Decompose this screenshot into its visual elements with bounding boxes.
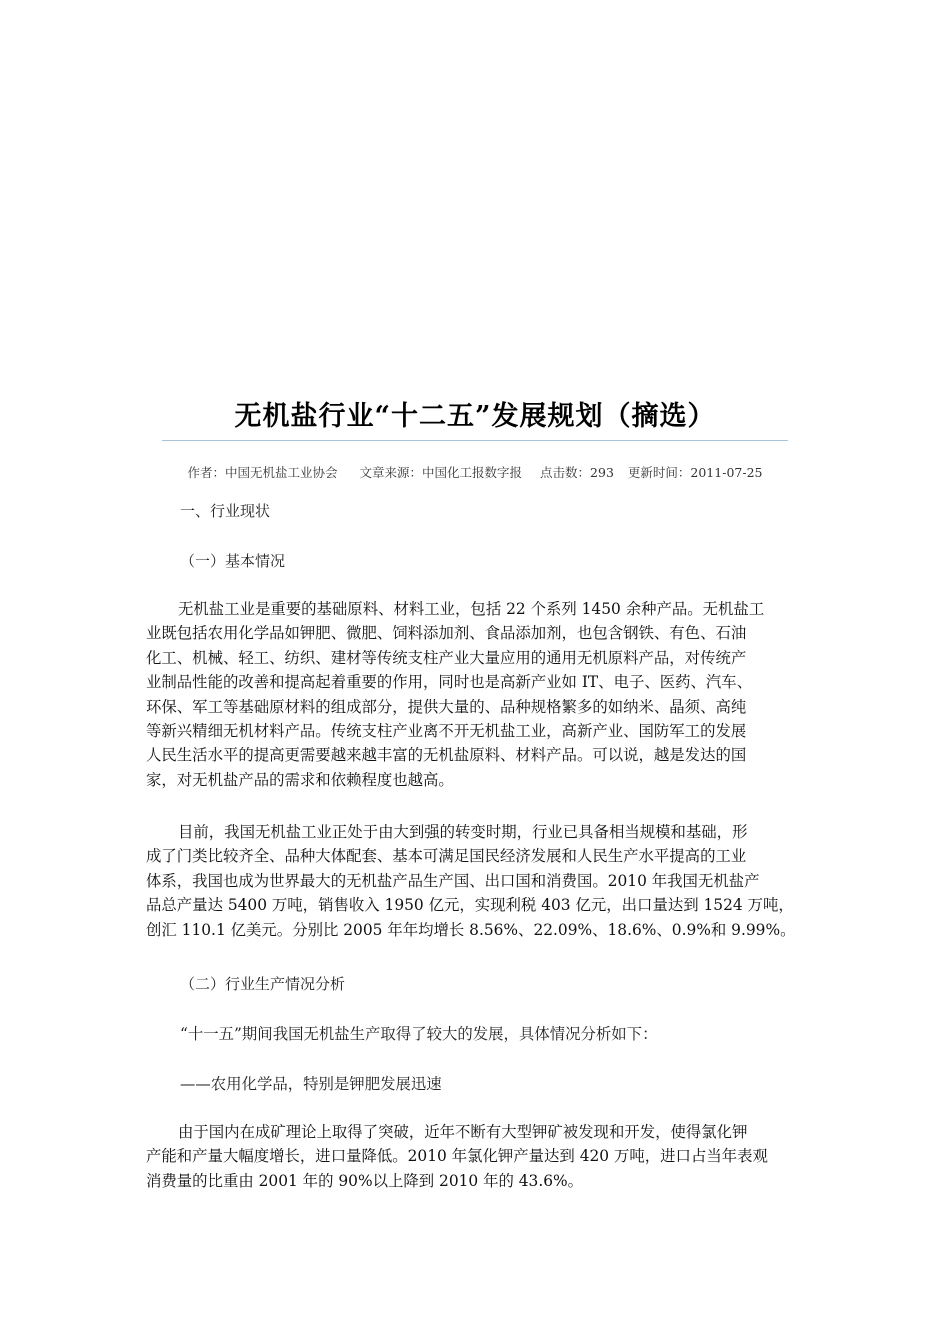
paragraph-line: 成了门类比较齐全、品种大体配套、基本可满足国民经济发展和人民生产水平提高的工业 <box>146 847 747 866</box>
paragraph-line: 人民生活水平的提高更需要越来越丰富的无机盐原料、材料产品。可以说，越是发达的国 <box>146 746 747 765</box>
meta-clicks: 点击数：293 <box>540 465 614 480</box>
paragraph-line: 等新兴精细无机材料产品。传统支柱产业离不开无机盐工业，高新产业、国防军工的发展 <box>146 721 747 740</box>
paragraph-line: 品总产量达 5400 万吨，销售收入 1950 亿元，实现利税 403 亿元，出口量达到 1524 万吨， <box>146 896 794 915</box>
paragraph-current-status <box>146 820 812 942</box>
paragraph-basic-info <box>146 597 812 792</box>
paragraph-line: 化工、机械、轻工、纺织、建材等传统支柱产业大量应用的通用无机原料产品，对传统产 <box>146 648 747 667</box>
meta-updated: 更新时间：2011-07-25 <box>627 465 763 480</box>
paragraph-intro: “十一五”期间我国无机盐生产取得了较大的发展，具体情况分析如下： <box>180 1025 658 1043</box>
paragraph-line: 环保、军工等基础原材料的组成部分，提供大量的、品种规格繁多的如纳米、晶须、高纯 <box>146 697 747 716</box>
paragraph-line: 目前，我国无机盐工业正处于由大到强的转变时期，行业已具备相当规模和基础，形 <box>178 823 748 841</box>
meta-author: 作者：中国无机盐工业协会 <box>187 465 338 480</box>
section-heading: 一、行业现状 <box>180 502 271 520</box>
paragraph-subheading: ——农用化学品，特别是钾肥发展迅速 <box>180 1075 442 1093</box>
subsection-heading: （二）行业生产情况分析 <box>180 975 346 993</box>
paragraph-line: 产能和产量大幅度增长，进口量降低。2010 年氯化钾产量达到 420 万吨，进口占当年表观 <box>146 1147 768 1166</box>
meta-source: 文章来源：中国化工报数字报 <box>359 465 523 480</box>
paragraph-line: 体系，我国也成为世界最大的无机盐产品生产国、出口国和消费国。2010 年我国无机盐产 <box>146 871 760 890</box>
title-divider <box>162 440 788 441</box>
paragraph-line: 家，对无机盐产品的需求和依赖程度也越高。 <box>146 770 454 789</box>
paragraph-potash <box>146 1120 812 1193</box>
paragraph-line: 业既包括农用化学品如钾肥、微肥、饲料添加剂、食品添加剂，也包含钢铁、有色、石油 <box>146 624 747 643</box>
paragraph-line: 业制品性能的改善和提高起着重要的作用，同时也是高新产业如 IT、电子、医药、汽车、 <box>146 673 753 692</box>
article-meta <box>0 463 950 481</box>
paragraph-line: 创汇 110.1 亿美元。分别比 2005 年年均增长 8.56%、22.09%、18.6%、0.9%和 9.99%。 <box>146 920 796 939</box>
paragraph-line: 由于国内在成矿理论上取得了突破，近年不断有大型钾矿被发现和开发，使得氯化钾 <box>178 1123 748 1141</box>
subsection-heading: （一）基本情况 <box>180 552 286 570</box>
paragraph-line: 无机盐工业是重要的基础原料、材料工业，包括 22 个系列 1450 余种产品。无机盐工 <box>178 600 765 618</box>
page-title: 无机盐行业“十二五”发展规划（摘选） <box>234 401 716 432</box>
paragraph-line: 消费量的比重由 2001 年的 90%以上降到 2010 年的 43.6%。 <box>146 1171 584 1190</box>
